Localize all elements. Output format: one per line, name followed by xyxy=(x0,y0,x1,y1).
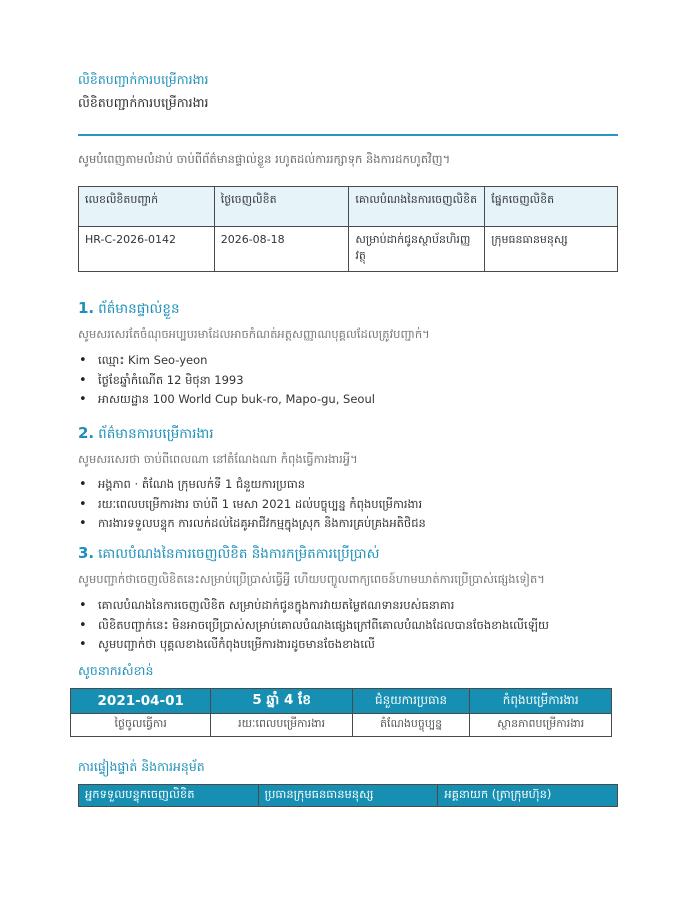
list-item: • សូមបញ្ជាក់ថា បុគ្គលខាងលើកំពុងបម្រើការងារដូចមានចែងខាងលើ xyxy=(78,635,549,655)
signature-title: ការផ្ទៀងផ្ទាត់ និងការអនុម័ត xyxy=(78,759,205,774)
section-number: 2. xyxy=(78,424,95,442)
summary-value-status: កំពុងបម្រើការងារ xyxy=(470,689,612,714)
section-title: គោលបំណងនៃការចេញលិខិត និងការកម្រិតការប្រើប្រាស់ xyxy=(98,546,380,562)
section-description: សូមបញ្ជាក់ថាចេញលិខិតនេះសម្រាប់ប្រើប្រាស់ធ្វើអ្វី ហើយបញ្ចូលពាក្យពេចន៍ហាមឃាត់ការប្រើប្រាស់ផ្សេងទៀត។ xyxy=(78,572,545,586)
summary-value-start-date: 2021-04-01 xyxy=(71,689,211,714)
section-description: សូមសរសេរតែចំណុចអប្បបរមាដែលអាចកំណត់អត្តសញ្ញាណបុគ្គលដែលត្រូវបញ្ជាក់។ xyxy=(78,327,430,341)
meta-cell-department: ក្រុមធនធានមនុស្ស xyxy=(485,227,618,272)
purpose-list xyxy=(78,596,549,655)
signature-cell-issuer: អ្នកទទួលបន្ទុកចេញលិខិត xyxy=(79,785,259,807)
meta-header-date: ថ្ងៃចេញលិខិត xyxy=(214,187,349,227)
list-item: • លិខិតបញ្ជាក់នេះ មិនអាចប្រើប្រាស់សម្រាប់គោលបំណងផ្សេងក្រៅពីគោលបំណងដែលបានចែងខាងលើឡើយ xyxy=(78,616,549,636)
section-heading-purpose xyxy=(78,544,380,565)
section-number: 3. xyxy=(78,544,95,562)
signature-cell-ceo: អគ្គនាយក (ត្រាក្រុមហ៊ុន) xyxy=(438,785,618,807)
list-item: • ឈ្មោះ Kim Seo-yeon xyxy=(78,351,375,371)
section-description: សូមសរសេរថា ចាប់ពីពេលណា នៅតំណែងណា កំពុងធ្វើការងារអ្វី។ xyxy=(78,452,358,466)
meta-cell-purpose: សម្រាប់ដាក់ជូនស្ថាប័នហិរញ្ញវត្ថុ xyxy=(349,227,485,272)
meta-cell-number: HR-C-2026-0142 xyxy=(79,227,215,272)
meta-header-purpose: គោលបំណងនៃការចេញលិខិត xyxy=(349,187,485,227)
document-title: លិខិតបញ្ជាក់ការបម្រើការងារ xyxy=(78,95,209,110)
section-title: ព័ត៌មានការបម្រើការងារ xyxy=(98,426,214,442)
signature-table xyxy=(78,784,618,807)
list-item: • អង្គភាព · តំណែង ក្រុមលក់ទី 1 ជំនួយការប្រធាន xyxy=(78,475,426,495)
summary-value-position: ជំនួយការប្រធាន xyxy=(352,689,470,714)
section-heading-personal xyxy=(78,299,180,320)
summary-label-position: តំណែងបច្ចុប្បន្ន xyxy=(352,714,470,737)
header-divider xyxy=(78,134,618,136)
list-item: • គោលបំណងនៃការចេញលិខិត សម្រាប់ដាក់ជូនក្នុងការវាយតម្លៃឥណទានរបស់ធនាគារ xyxy=(78,596,549,616)
document-kicker: លិខិតបញ្ជាក់ការបម្រើការងារ xyxy=(78,72,209,87)
list-item: • ការងារទទួលបន្ទុក ការលក់ដល់ដៃគូអាជីវកម្មក្នុងស្រុក និងការគ្រប់គ្រងអតិថិជន xyxy=(78,514,426,534)
list-item: • អាសយដ្ឋាន 100 World Cup buk-ro, Mapo-gu, Seoul xyxy=(78,390,375,410)
meta-header-department: ផ្នែកចេញលិខិត xyxy=(485,187,618,227)
summary-label-tenure: រយៈពេលបម្រើការងារ xyxy=(211,714,352,737)
personal-info-list xyxy=(78,351,375,410)
list-item: • រយៈពេលបម្រើការងារ ចាប់ពី 1 មេសា 2021 ដល់បច្ចុប្បន្ន កំពុងបម្រើការងារ xyxy=(78,495,426,515)
meta-cell-date: 2026-08-18 xyxy=(214,227,349,272)
summary-table xyxy=(70,688,612,737)
signature-cell-hr-head: ប្រធានក្រុមធនធានមនុស្ស xyxy=(258,785,438,807)
summary-label-start-date: ថ្ងៃចូលធ្វើការ xyxy=(71,714,211,737)
summary-label-status: ស្ថានភាពបម្រើការងារ xyxy=(470,714,612,737)
section-number: 1. xyxy=(78,299,95,317)
summary-value-tenure: 5 ឆ្នាំ 4 ខែ xyxy=(211,689,352,714)
summary-title: សូចនាករសំខាន់ xyxy=(78,663,154,678)
document-meta-table xyxy=(78,186,618,272)
meta-header-number: លេខលិខិតបញ្ជាក់ xyxy=(79,187,215,227)
document-intro: សូមបំពេញតាមលំដាប់ ចាប់ពីព័ត៌មានផ្ទាល់ខ្លួន រហូតដល់ការរក្សាទុក និងការដកហូតវិញ។ xyxy=(78,152,451,166)
section-heading-employment xyxy=(78,424,214,445)
list-item: • ថ្ងៃខែឆ្នាំកំណើត 12 មិថុនា 1993 xyxy=(78,371,375,391)
section-title: ព័ត៌មានផ្ទាល់ខ្លួន xyxy=(98,301,180,317)
employment-info-list xyxy=(78,475,426,534)
